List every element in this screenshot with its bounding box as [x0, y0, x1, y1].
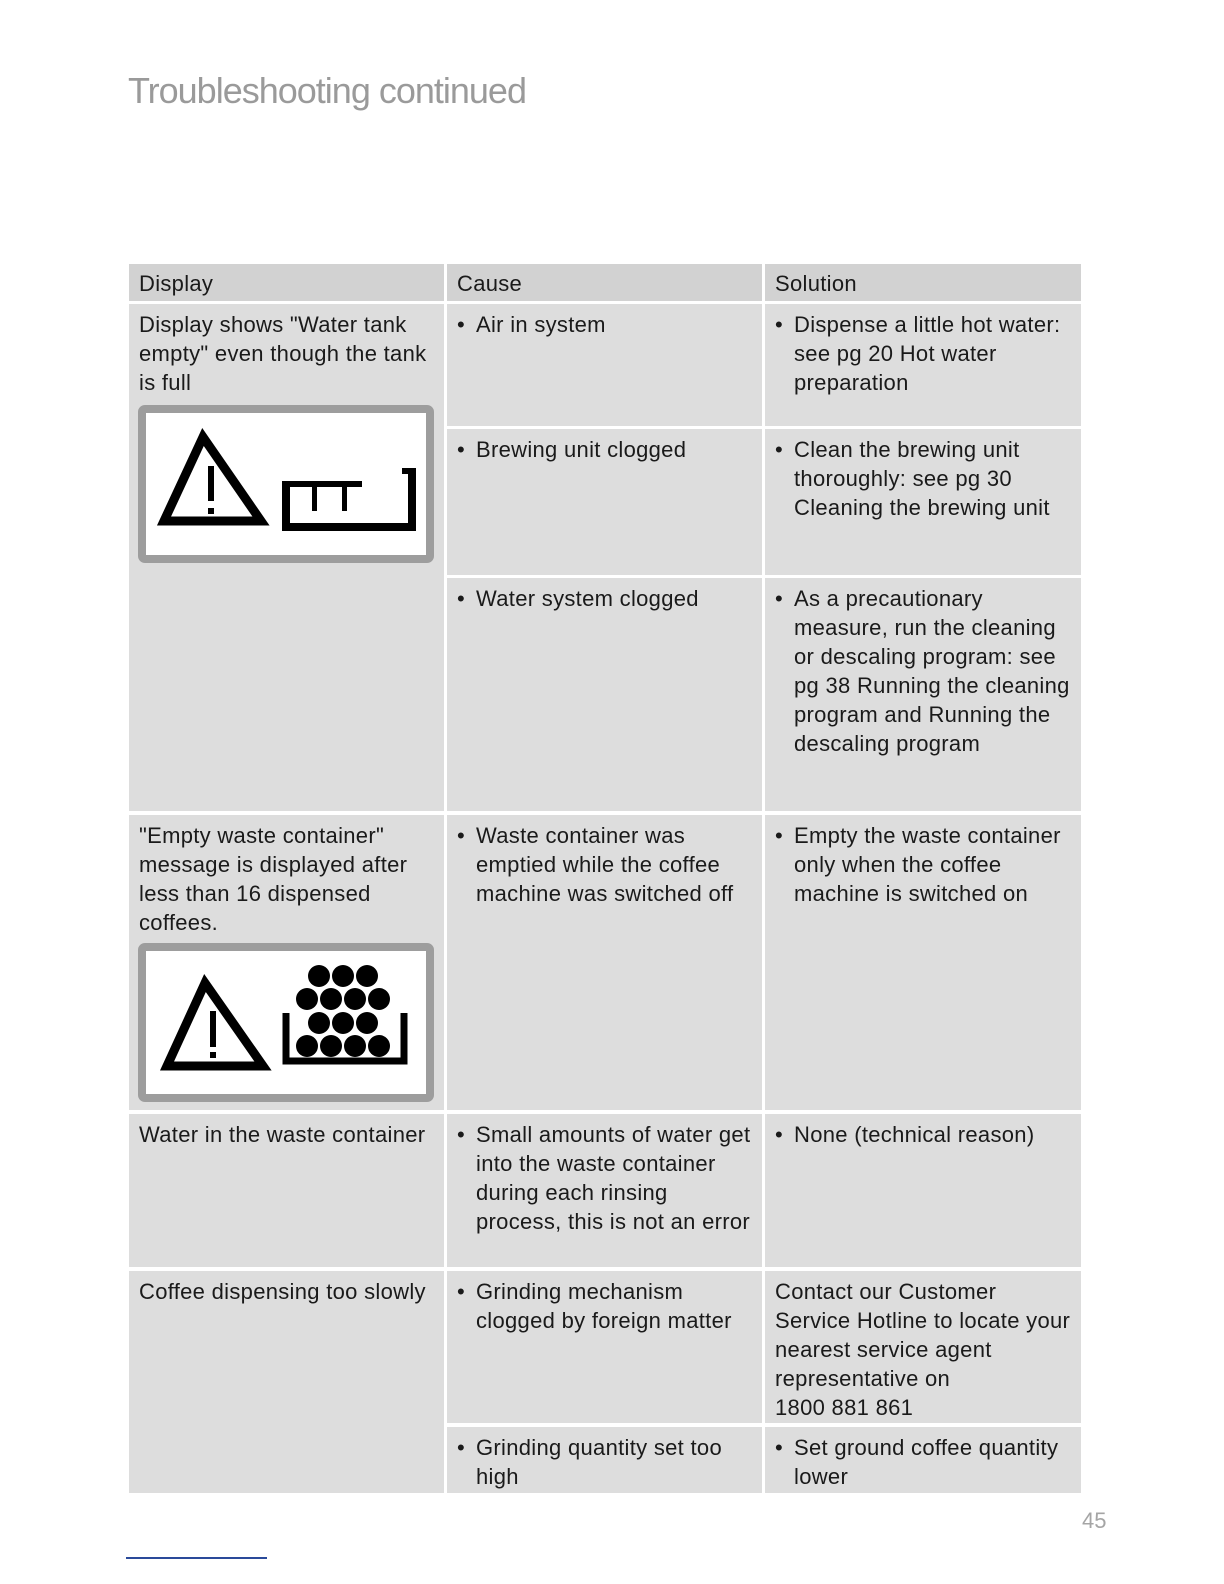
hotline-phone-number: 1800 881 861 — [775, 1395, 914, 1420]
list-item: • Grinding quantity set too high — [457, 1435, 722, 1489]
bullet: • — [457, 312, 466, 337]
list-item: • Brewing unit clogged — [457, 437, 687, 462]
water-tank-empty-display-icon — [138, 405, 434, 563]
list-item: • Water system clogged — [457, 586, 699, 611]
bullet: • — [457, 1435, 466, 1460]
list-item: • Dispense a little hot water: see pg 20 Hot water preparation — [775, 312, 1061, 395]
row2-display-text: "Empty waste container" message is displayed after less than 16 dispensed coffees. — [139, 823, 408, 935]
row1-display-text: Display shows "Water tank empty" even though the tank is full — [139, 312, 427, 395]
bullet: • — [457, 1122, 466, 1147]
page-title: Troubleshooting continued — [128, 70, 526, 111]
row3-display-cell — [129, 1114, 444, 1267]
list-item: • Waste container was emptied while the coffee machine was switched off — [457, 823, 734, 906]
row4-cause-1-cell — [447, 1271, 762, 1423]
list-item: • Small amounts of water get into the waste container during each rinsing process, this is not an error — [457, 1122, 751, 1234]
bullet: • — [457, 437, 466, 462]
list-item: • Set ground coffee quantity lower — [775, 1435, 1059, 1489]
bullet: • — [775, 312, 784, 337]
bullet: • — [775, 823, 784, 848]
row4-display-cell — [129, 1271, 444, 1493]
bullet: • — [457, 1279, 466, 1304]
bullet: • — [775, 1435, 784, 1460]
row3-solution-cell — [765, 1114, 1081, 1267]
bullet: • — [775, 1122, 784, 1147]
row4-solution-1-text: Contact our Customer Service Hotline to locate your nearest service agent representative on — [775, 1279, 1071, 1391]
header-solution: Solution — [765, 264, 1081, 301]
row3-display-text: Water in the waste container — [139, 1122, 426, 1147]
row2-cause-cell — [447, 815, 762, 1110]
row2-solution-cell — [765, 815, 1081, 1110]
empty-waste-container-display-icon — [138, 943, 434, 1102]
bullet: • — [457, 823, 466, 848]
water-tank-warning-icon — [146, 413, 426, 555]
page-number: 45 — [1082, 1508, 1107, 1533]
header-cause: Cause — [447, 264, 762, 301]
row4-solution-2-cell — [765, 1427, 1081, 1493]
row1-cause-3-cell — [447, 578, 762, 811]
waste-container-warning-icon — [146, 951, 426, 1094]
row3-cause-cell — [447, 1114, 762, 1267]
list-item: • Air in system — [457, 312, 606, 337]
row4-display-text: Coffee dispensing too slowly — [139, 1279, 426, 1304]
bullet: • — [775, 437, 784, 462]
list-item: • None (technical reason) — [775, 1122, 1035, 1147]
row4-cause-2-cell — [447, 1427, 762, 1493]
row1-solution-1-cell — [765, 304, 1081, 426]
footer-rule — [126, 1557, 267, 1559]
list-item: • Clean the brewing unit thoroughly: see pg 30 Cleaning the brewing unit — [775, 437, 1050, 520]
bullet: • — [457, 586, 466, 611]
bullet: • — [775, 586, 784, 611]
header-display: Display — [129, 264, 444, 301]
list-item: • Grinding mechanism clogged by foreign matter — [457, 1279, 732, 1333]
row1-cause-2-cell — [447, 429, 762, 575]
list-item: • Empty the waste container only when the coffee machine is switched on — [775, 823, 1061, 906]
row1-cause-1-cell — [447, 304, 762, 426]
row4-solution-1-cell — [765, 1271, 1081, 1423]
list-item: • As a precautionary measure, run the cleaning or descaling program: see pg 38 Running the cleaning program and Running the descaling program — [775, 586, 1070, 756]
row1-solution-2-cell — [765, 429, 1081, 575]
row1-solution-3-cell — [765, 578, 1081, 811]
